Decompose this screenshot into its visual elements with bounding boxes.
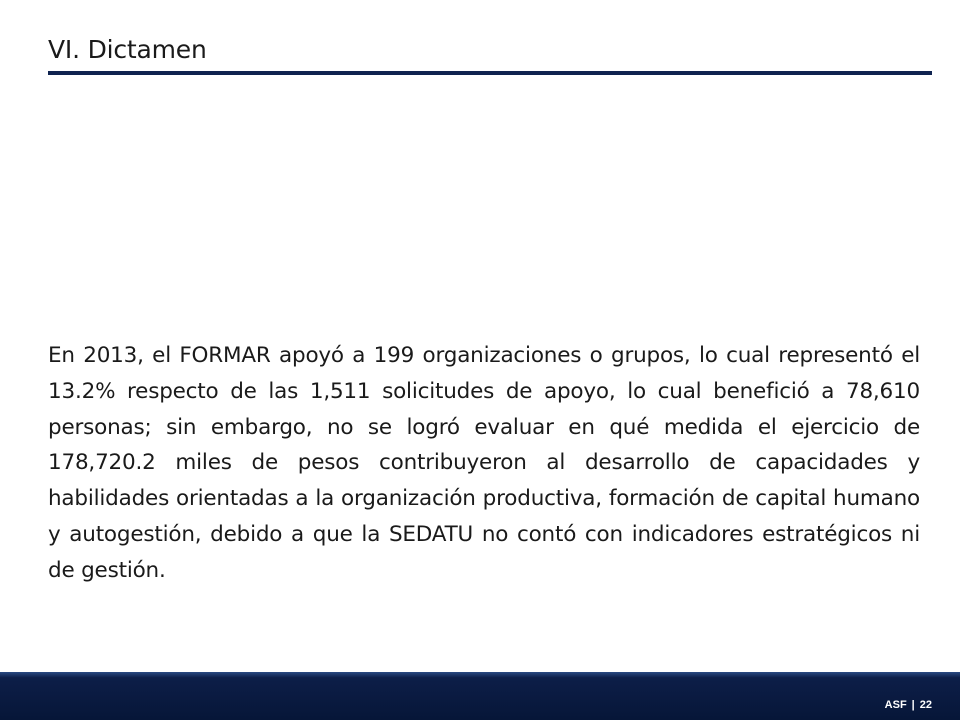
footer-bar	[0, 672, 960, 720]
slide-title: VI. Dictamen	[48, 35, 207, 64]
body-paragraph: En 2013, el FORMAR apoyó a 199 organizaciones o grupos, lo cual representó el 13.2% respecto de las 1,511 solicitudes de apoyo, lo cual benefició a 78,610 personas; sin embargo, no se logró evaluar en qué medida el ejercicio de 178,720.2 miles de pesos contribuyeron al desarrollo de capacidades y habilidades orientadas a la organización productiva, formación de capital humano y autogestión, debido a que la SEDATU no contó con indicadores estratégicos ni de gestión.	[48, 343, 920, 583]
footer-label	[885, 698, 932, 712]
title-divider	[48, 71, 932, 75]
page-number: 22	[919, 699, 932, 711]
footer-organization: ASF	[884, 699, 907, 711]
footer-separator: |	[911, 699, 915, 711]
